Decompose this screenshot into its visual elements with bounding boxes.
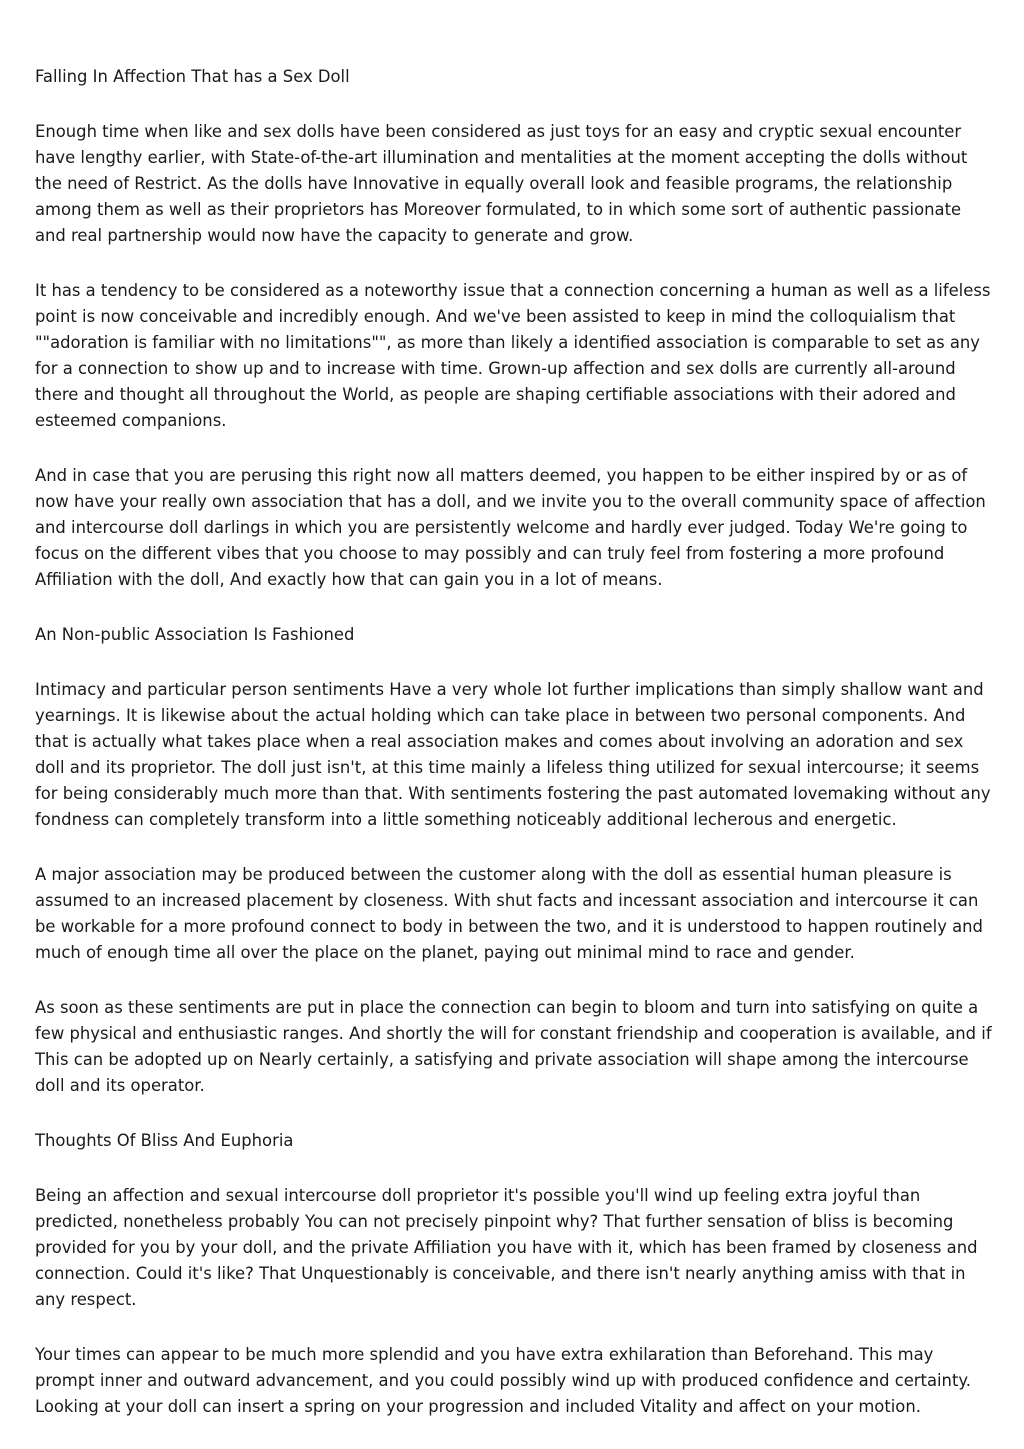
- section1-paragraph-1: Intimacy and particular person sentiments Have a very whole lot further implications than simply shallow want and yearnings. It is likewise about the actual holding which can take place in between two personal components. And that is actually what takes place when a real association makes and comes about involving an adoration and sex doll and its proprietor. The doll just isn't, at this time mainly a lifeless thing utilized for sexual intercourse; it seems for being considerably much more than that. With sentiments fostering the past automated lovemaking without any fondness can completely transform into a little something noticeably additional lecherous and energetic.: [35, 680, 991, 829]
- section2-paragraph-2: Your times can appear to be much more splendid and you have extra exhilaration than Beforehand. This may prompt inner and outward advancement, and you could possibly wind up with produced confidence and certainty. Looking at your doll can insert a spring on your progression and included Vitality and affect on your motion.: [35, 1345, 971, 1416]
- section-heading-bliss-euphoria: Thoughts Of Bliss And Euphoria: [35, 1131, 294, 1150]
- document-title: Falling In Affection That has a Sex Doll: [35, 67, 350, 86]
- section2-paragraph-1: Being an affection and sexual intercourse doll proprietor it's possible you'll wind up feeling extra joyful than predicted, nonetheless probably You can not precisely pinpoint why? That further sensation of bliss is becoming provided for you by your doll, and the private Affiliation you have with it, which has been framed by closeness and connection. Could it's like? That Unquestionably is conceivable, and there isn't nearly anything amiss with that in any respect.: [35, 1186, 978, 1309]
- section-heading-private-association: An Non-public Association Is Fashioned: [35, 625, 355, 644]
- intro-paragraph-1: Enough time when like and sex dolls have been considered as just toys for an easy and cryptic sexual encounter have lengthy earlier, with State-of-the-art illumination and mentalities at the moment accepting the dolls without the need of Restrict. As the dolls have Innovative in equally overall look and feasible programs, the relationship among them as well as their proprietors has Moreover formulated, to in which some sort of authentic passionate and real partnership would now have the capacity to generate and grow.: [35, 122, 968, 245]
- intro-paragraph-2: It has a tendency to be considered as a noteworthy issue that a connection concerning a human as well as a lifeless point is now conceivable and incredibly enough. And we've been assisted to keep in mind the colloquialism that ""adoration is familiar with no limitations"", as more than likely a identified association is comparable to set as any for a connection to show up and to increase with time. Grown-up affection and sex dolls are currently all-around there and thought all throughout the World, as people are shaping certifiable associations with their adored and esteemed companions.: [35, 281, 991, 430]
- section1-paragraph-3: As soon as these sentiments are put in place the connection can begin to bloom and turn into satisfying on quite a few physical and enthusiastic ranges. And shortly the will for constant friendship and cooperation is available, and if This can be adopted up on Nearly certainly, a satisfying and private association will shape among the intercourse doll and its operator.: [35, 998, 992, 1095]
- section1-paragraph-2: A major association may be produced between the customer along with the doll as essential human pleasure is assumed to an increased placement by closeness. With shut facts and incessant association and intercourse it can be workable for a more profound connect to body in between the two, and it is understood to happen routinely and much of enough time all over the place on the planet, paying out minimal mind to race and gender.: [35, 865, 983, 962]
- document-page: [35, 64, 995, 1449]
- intro-paragraph-3: And in case that you are perusing this right now all matters deemed, you happen to be either inspired by or as of now have your really own association that has a doll, and we invite you to the overall community space of affection and intercourse doll darlings in which you are persistently welcome and hardly ever judged. Today We're going to focus on the different vibes that you choose to may possibly and can truly feel from fostering a more profound Affiliation with the doll, And exactly how that can gain you in a lot of means.: [35, 466, 986, 589]
